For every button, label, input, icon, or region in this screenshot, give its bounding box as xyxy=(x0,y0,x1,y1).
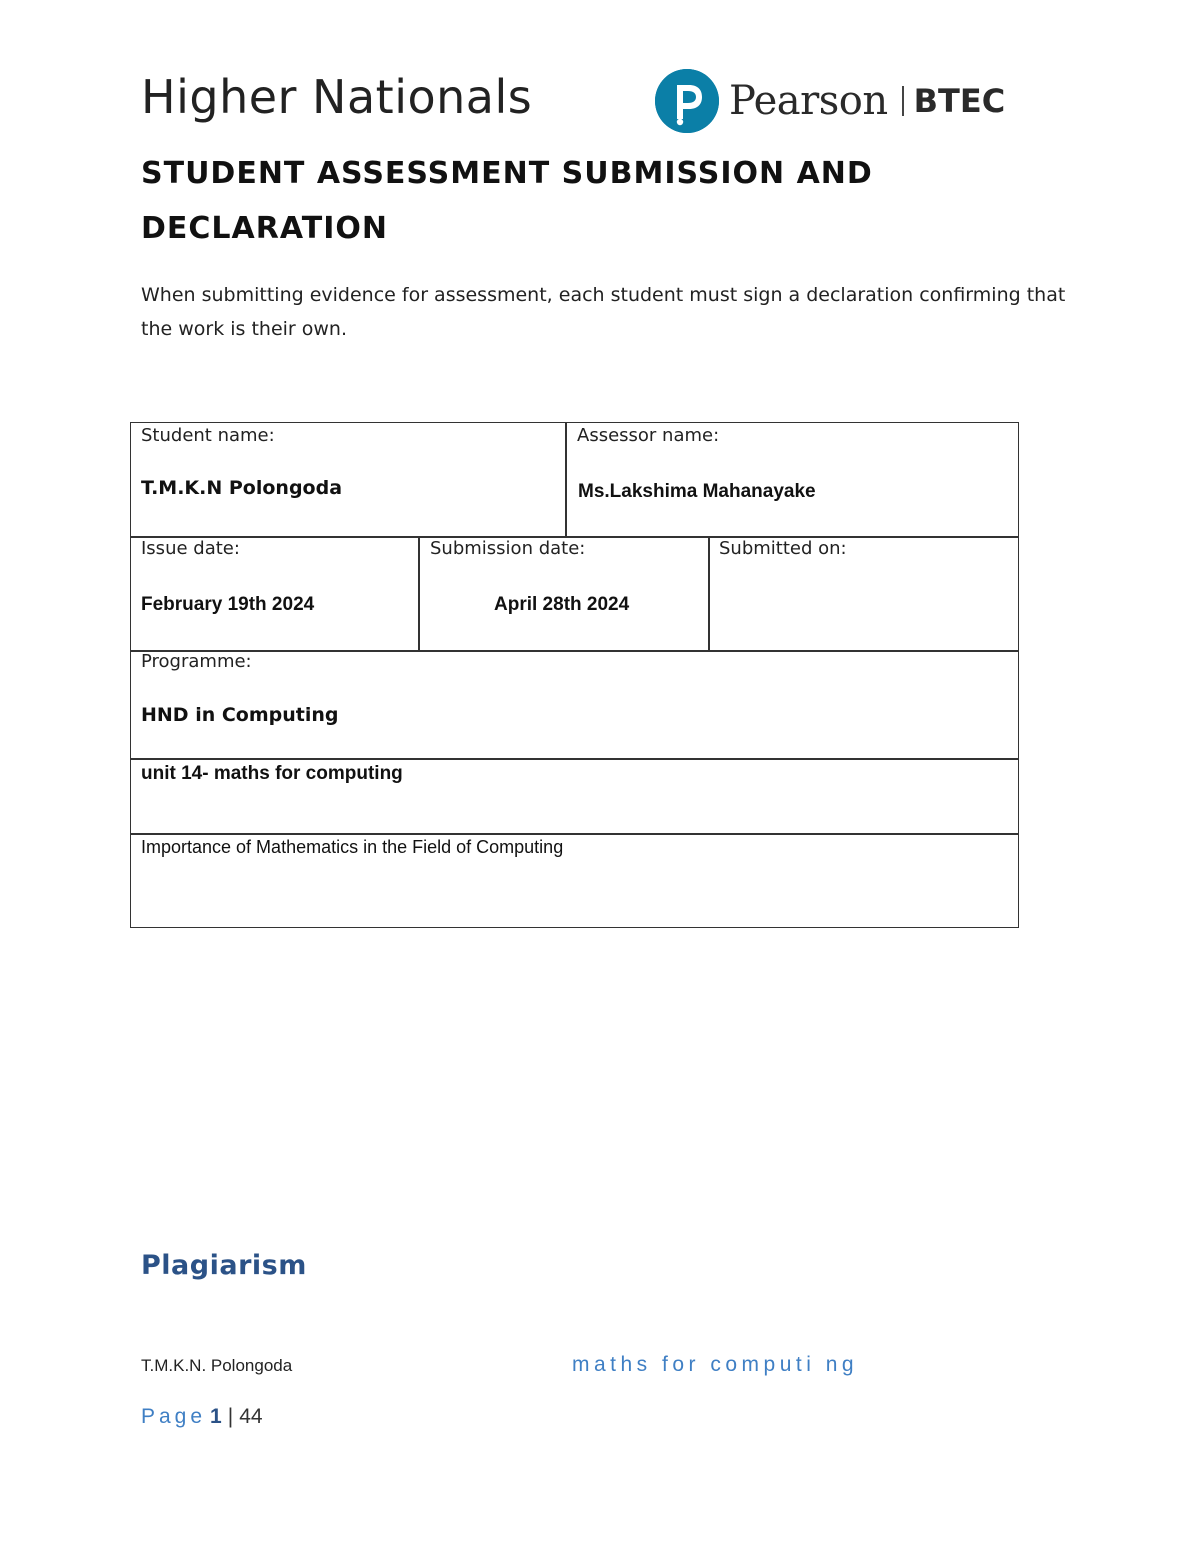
unit-title: unit 14- maths for computing xyxy=(141,763,403,784)
student-name-cell xyxy=(131,423,565,536)
pearson-btec-logo xyxy=(655,66,1005,136)
issue-date-label: Issue date: xyxy=(141,538,240,559)
assignment-title-cell xyxy=(131,835,1018,927)
btec-wordmark: BTEC xyxy=(913,82,1006,120)
page-separator: | xyxy=(227,1405,234,1428)
plagiarism-heading: Plagiarism xyxy=(141,1250,307,1281)
programme-cell xyxy=(131,652,1018,758)
footer-author: T.M.K.N. Polongoda xyxy=(141,1356,293,1375)
issue-date-value: February 19th 2024 xyxy=(141,594,315,615)
unit-cell xyxy=(131,760,1018,833)
footer-course-title: maths for computi ng xyxy=(572,1353,859,1376)
intro-paragraph: When submitting evidence for assessment, each student must sign a declaration confirming that the work is their own. xyxy=(141,284,1066,340)
submission-date-value: April 28th 2024 xyxy=(494,594,630,615)
total-pages: 44 xyxy=(239,1405,263,1428)
submitted-on-cell xyxy=(710,538,1018,650)
assessor-name-label: Assessor name: xyxy=(577,425,720,446)
submission-date-label: Submission date: xyxy=(430,538,586,559)
assignment-title: Importance of Mathematics in the Field of Computing xyxy=(141,837,564,857)
current-page-number: 1 xyxy=(210,1405,222,1428)
submission-date-cell xyxy=(420,538,708,650)
page-word: Page xyxy=(141,1405,207,1428)
page-number-footer xyxy=(141,1405,263,1429)
assessor-name-value: Ms.Lakshima Mahanayake xyxy=(578,481,816,502)
submission-form-table xyxy=(130,422,1019,928)
logo-divider xyxy=(902,86,904,116)
assessor-name-cell xyxy=(567,423,1018,536)
programme-value: HND in Computing xyxy=(141,704,339,726)
pearson-p-icon xyxy=(655,69,719,133)
pearson-wordmark: Pearson xyxy=(729,78,888,124)
submitted-on-label: Submitted on: xyxy=(719,538,847,559)
document-title: STUDENT ASSESSMENT SUBMISSION AND DECLARATION xyxy=(141,156,873,246)
issue-date-cell xyxy=(131,538,418,650)
programme-label: Programme: xyxy=(141,651,252,672)
student-name-value: T.M.K.N Polongoda xyxy=(141,477,343,499)
brand-title: Higher Nationals xyxy=(141,70,533,124)
student-name-label: Student name: xyxy=(141,425,275,446)
